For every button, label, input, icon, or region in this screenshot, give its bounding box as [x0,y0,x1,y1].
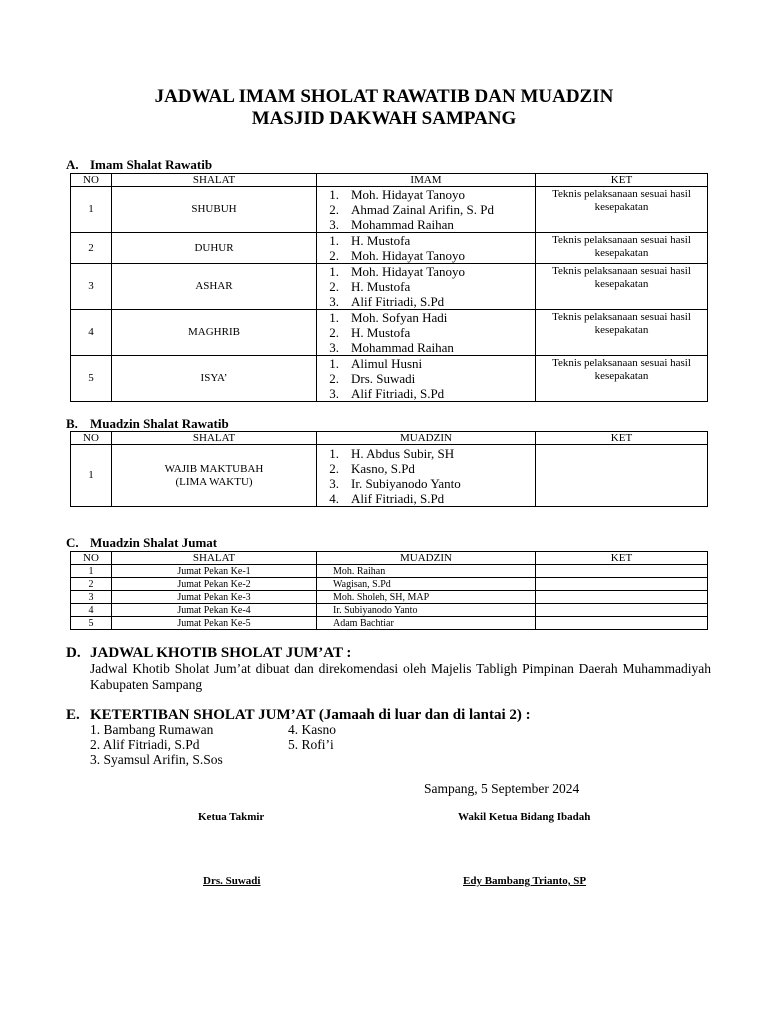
section-e-title: KETERTIBAN SHOLAT JUM’AT (Jamaah di luar dan di lantai 2) : [90,707,531,723]
row-shalat: Jumat Pekan Ke-3 [112,591,317,604]
muadzin-jumat-table [70,551,708,630]
imam-name-item: 3. Mohammad Raihan [329,340,454,355]
row-muadzin: Adam Bachtiar [317,617,536,630]
imam-names-cell [317,310,536,356]
section-a-letter: A. [66,157,79,172]
header-ket: KET [536,174,708,187]
header-no: NO [71,174,112,187]
list-item: 3. Syamsul Arifin, S.Sos [90,752,223,767]
section-b-letter: B. [66,416,78,431]
shalat-line-1: WAJIB MAKTUBAH [164,462,264,475]
left-signatory-name: Drs. Suwadi [203,875,261,887]
muadzin-name-item: 3. Ir. Subiyanodo Yanto [329,475,461,491]
row-ket [536,565,708,578]
row-muadzin: Moh. Sholeh, SH, MAP [317,591,536,604]
muadzin-names-cell [317,445,536,507]
row-no: 1 [71,187,112,233]
imam-row [71,233,708,264]
row-ket: Teknis pelaksanaan sesuai hasil kesepakatan [536,310,708,356]
muadzin-jumat-header [71,552,708,565]
row-ket [536,445,708,507]
row-ket [536,578,708,591]
section-b-title: Muadzin Shalat Rawatib [90,416,229,431]
row-ket [536,591,708,604]
section-d-letter: D. [66,645,81,661]
section-b-heading [66,416,229,432]
header-no: NO [71,432,112,445]
header-shalat: SHALAT [112,432,317,445]
row-muadzin: Ir. Subiyanodo Yanto [317,604,536,617]
header-muadzin: MUADZIN [317,552,536,565]
imam-name-item: 3. Mohammad Raihan [329,217,454,232]
table-row [71,604,708,617]
row-no: 1 [71,565,112,578]
header-ket: KET [536,552,708,565]
imam-name-item: 2. Moh. Hidayat Tanoyo [329,248,466,263]
row-shalat: Jumat Pekan Ke-5 [112,617,317,630]
row-no: 4 [71,604,112,617]
row-ket: Teknis pelaksanaan sesuai hasil kesepakatan [536,187,708,233]
row-ket [536,604,708,617]
row-no: 3 [71,591,112,604]
header-ket: KET [536,432,708,445]
imam-names-cell [317,264,536,310]
list-item: 2. Alif Fitriadi, S.Pd [90,737,200,752]
row-ket: Teknis pelaksanaan sesuai hasil kesepakatan [536,356,708,402]
imam-name-item: 3. Alif Fitriadi, S.Pd [329,386,445,401]
row-ket: Teknis pelaksanaan sesuai hasil kesepakatan [536,233,708,264]
imam-row [71,356,708,402]
muadzin-rawatib-row [71,445,708,507]
row-muadzin: Wagisan, S.Pd [317,578,536,591]
header-shalat: SHALAT [112,552,317,565]
row-no: 4 [71,310,112,356]
imam-name-item: 2. Ahmad Zainal Arifin, S. Pd [329,202,494,217]
imam-row [71,310,708,356]
imam-table [70,173,708,402]
imam-name-item: 2. Drs. Suwadi [329,371,416,386]
row-no: 1 [71,445,112,507]
header-muadzin: MUADZIN [317,432,536,445]
document-title-line-2: MASJID DAKWAH SAMPANG [251,108,517,129]
imam-name-item: 2. H. Mustofa [329,279,411,294]
khotib-description: Jadwal Khotib Sholat Jum’at dibuat dan direkomendasi oleh Majelis Tabligh Pimpinan Daerah Muhammadiyah Kabupaten Sampang [90,661,711,692]
section-d-title: JADWAL KHOTIB SHOLAT JUM’AT : [90,645,352,661]
document-title-line-1: JADWAL IMAM SHOLAT RAWATIB DAN MUADZIN [154,86,614,107]
list-item: 5. Rofi’i [288,737,334,752]
header-shalat: SHALAT [112,174,317,187]
row-shalat [112,445,317,507]
row-no: 3 [71,264,112,310]
row-shalat: ISYA’ [112,356,317,402]
row-shalat: Jumat Pekan Ke-1 [112,565,317,578]
shalat-line-2: (LIMA WAKTU) [175,475,253,488]
row-ket [536,617,708,630]
imam-names-cell [317,187,536,233]
imam-names-cell [317,356,536,402]
imam-name-item: 1. Moh. Hidayat Tanoyo [329,187,466,202]
right-signatory-name: Edy Bambang Trianto, SP [463,875,587,887]
header-imam: IMAM [317,174,536,187]
imam-name-item: 1. Moh. Sofyan Hadi [329,310,448,325]
imam-names-cell [317,233,536,264]
row-shalat: SHUBUH [112,187,317,233]
list-item: 4. Kasno [288,722,336,737]
row-shalat: DUHUR [112,233,317,264]
row-muadzin: Moh. Raihan [317,565,536,578]
imam-name-item: 1. Moh. Hidayat Tanoyo [329,264,466,279]
section-c-letter: C. [66,535,79,550]
imam-table-header [71,174,708,187]
section-d-heading [66,644,351,662]
imam-row [71,264,708,310]
imam-name-item: 2. H. Mustofa [329,325,411,340]
right-signatory-role: Wakil Ketua Bidang Ibadah [458,811,591,823]
muadzin-name-item: 1. H. Abdus Subir, SH [329,445,455,461]
section-c-title: Muadzin Shalat Jumat [90,535,218,550]
imam-name-item: 1. H. Mustofa [329,233,411,248]
row-ket: Teknis pelaksanaan sesuai hasil kesepakatan [536,264,708,310]
row-shalat: ASHAR [112,264,317,310]
section-a-title: Imam Shalat Rawatib [90,157,213,172]
row-no: 5 [71,356,112,402]
section-a-heading [66,157,212,173]
table-row [71,617,708,630]
section-c-heading [66,535,217,551]
header-no: NO [71,552,112,565]
row-no: 2 [71,578,112,591]
imam-name-item: 3. Alif Fitriadi, S.Pd [329,294,445,309]
table-row [71,565,708,578]
table-row [71,578,708,591]
left-signatory-role: Ketua Takmir [198,811,265,823]
row-no: 2 [71,233,112,264]
row-no: 5 [71,617,112,630]
list-item: 1. Bambang Rumawan [90,722,214,737]
row-shalat: Jumat Pekan Ke-4 [112,604,317,617]
imam-name-item: 1. Alimul Husni [329,356,423,371]
ketertiban-list [90,722,336,767]
place-date: Sampang, 5 September 2024 [424,781,580,796]
muadzin-rawatib-table [70,431,708,507]
table-row [71,591,708,604]
row-shalat: Jumat Pekan Ke-2 [112,578,317,591]
row-shalat: MAGHRIB [112,310,317,356]
muadzin-name-item: 4. Alif Fitriadi, S.Pd [329,490,445,506]
muadzin-rawatib-header [71,432,708,445]
muadzin-name-item: 2. Kasno, S.Pd [329,460,415,476]
imam-row [71,187,708,233]
section-e-letter: E. [66,707,80,723]
